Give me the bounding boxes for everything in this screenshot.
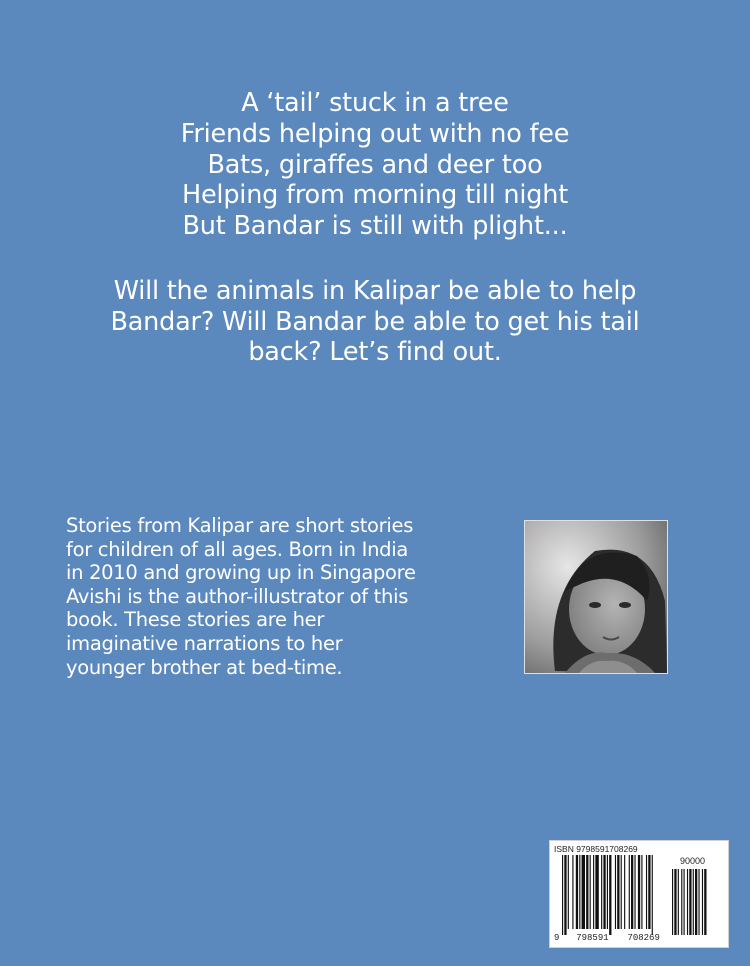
poem-block [0,88,750,242]
barcode-bar [595,855,598,929]
barcode-bar [582,855,585,929]
barcode-bar [590,855,591,929]
author-photo [524,520,668,674]
poem-line: Helping from morning till night [181,180,569,211]
barcode-digit-lead: 9 [554,933,560,943]
price-code: 90000 [680,856,706,866]
poem-line: Bats, giraffes and deer too [207,149,543,180]
barcode-bar [579,855,580,929]
barcode-bar [631,855,633,929]
poem-line: A ‘tail’ stuck in a tree [241,88,509,118]
barcode-addon-bar [684,869,685,935]
barcode-bar [617,855,619,929]
teaser-line: back? Let’s find out. [248,337,502,367]
barcode-digits [554,933,660,943]
barcode-addon-bar [678,869,679,935]
barcode-bar [568,855,569,929]
blurb-line: imaginative narrations to her [66,631,343,655]
teaser-line: Will the animals in Kalipar be able to help [113,276,637,306]
barcode-addon-bar [674,869,676,935]
barcode-addon-bar [687,869,688,935]
barcode-addon-bar [689,869,691,935]
barcode-bar [576,855,578,929]
author-blurb [66,514,486,679]
barcode-bar [603,855,605,929]
barcode-bar [652,855,653,935]
blurb-line: Stories from Kalipar are short stories [66,514,414,537]
teaser-line: Bandar? Will Bandar be able to get his tail [110,306,640,337]
barcode-addon-bar [681,869,682,935]
barcode-bar [615,855,616,929]
barcode-addon-bar [693,869,694,935]
blurb-line: book. These stories are her [66,608,325,632]
barcode-bar [607,855,608,929]
barcode-bar [609,855,611,935]
barcode-bar [641,855,642,929]
barcode-bar [624,855,625,929]
barcode-bar [646,855,647,929]
barcode-bar [593,855,594,929]
barcode-addon-bar [672,869,673,935]
barcode-digits-right: 708269 [627,933,660,943]
barcode-addon-bar [702,869,703,935]
barcode-addon-bar [695,869,697,935]
barcode-bar [562,855,563,935]
blurb-line: Avishi is the author-illustrator of this [66,584,409,608]
barcode-bar [621,855,622,929]
barcode-bar [586,855,588,929]
barcode-bar [564,855,566,935]
barcode-bars [550,841,728,947]
isbn-label: ISBN 9798591708269 [554,844,638,854]
barcode-bar [601,855,602,929]
author-portrait-image [525,521,667,673]
barcode-bar [634,855,635,929]
barcode-bar [648,855,650,929]
barcode-addon-bar [704,869,706,935]
blurb-line: for children of all ages. Born in India [66,537,408,561]
poem-line: Friends helping out with no fee [180,118,570,149]
barcode-digits-left: 798591 [576,933,609,943]
blurb-line: in 2010 and growing up in Singapore [66,561,416,585]
barcode-bar [572,855,573,929]
barcode-bar [638,855,640,929]
barcode-addon-bar [698,869,699,935]
isbn-barcode [549,840,729,948]
barcode-bar [629,855,630,929]
teaser-block [0,276,750,368]
blurb-line: younger brother at bed-time. [66,655,343,679]
poem-line: But Bandar is still with plight... [182,211,568,242]
